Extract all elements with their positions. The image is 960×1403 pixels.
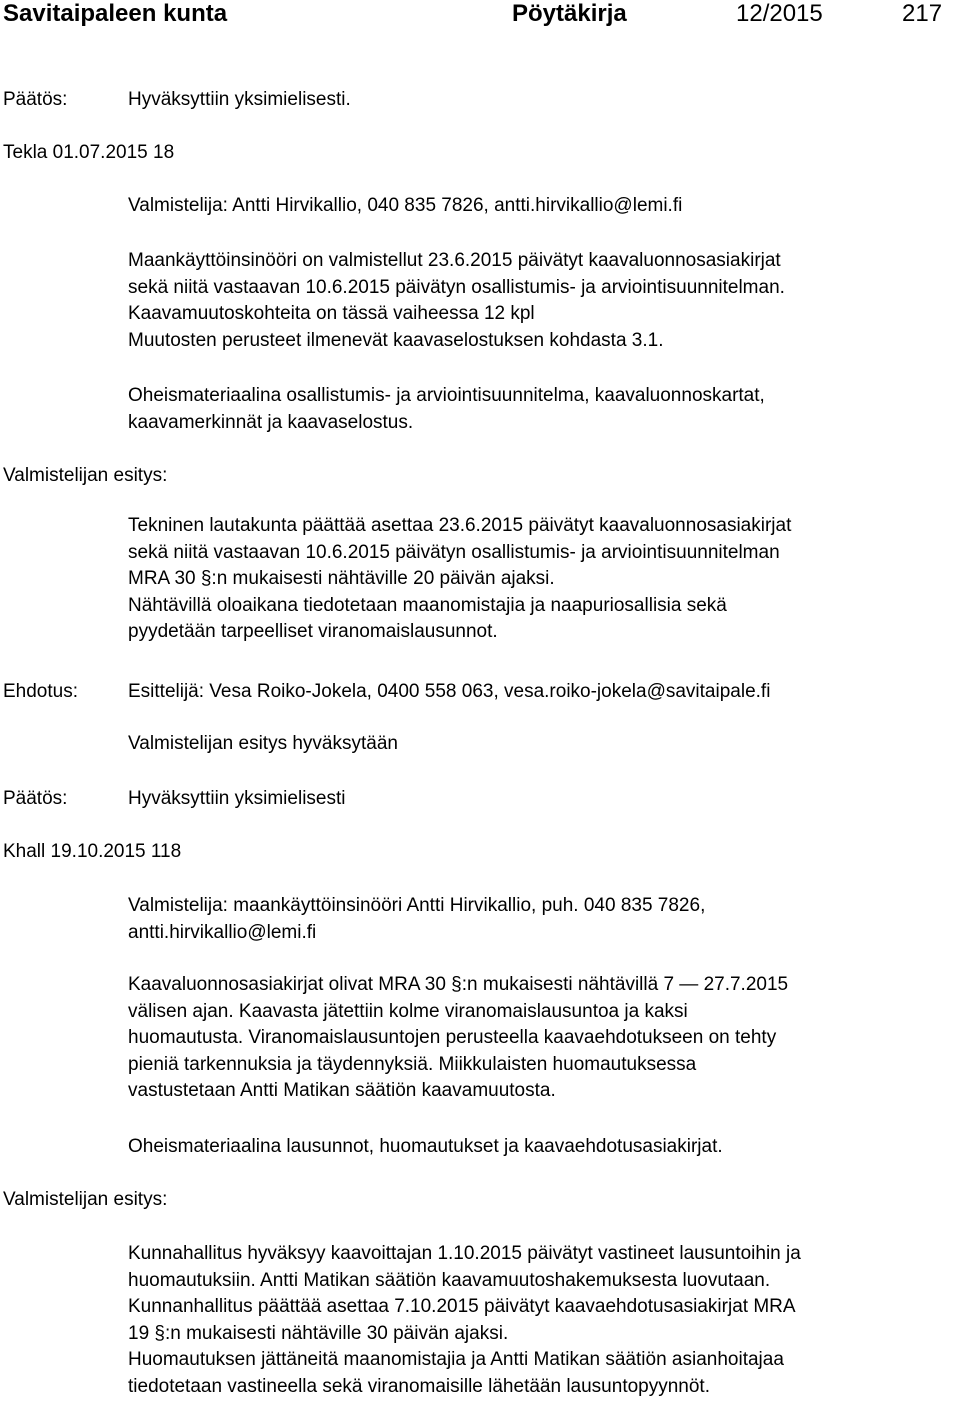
- status-paragraph: Kaavaluonnosasiakirjat olivat MRA 30 §:n mukaisesti nähtävillä 7 — 27.7.2015 välisen ajan. Kaavasta jätettiin kolme viranomaislausuntoa ja kaksi huomautusta. Viranomaislausuntojen perusteella kaavaehdotukseen on tehty pieniä tarkennuksia ja täydennyksiä. Miikkulaisten huomautuksessa vastustetaan Antti Matikan säätiön kaavamuutosta.: [128, 974, 789, 1101]
- decision-label: Päätös:: [3, 788, 68, 809]
- presenter-line: Esittelijä: Vesa Roiko-Jokela, 0400 558 063, vesa.roiko-jokela@savitaipale.fi: [128, 681, 771, 702]
- proposal-paragraph: Tekninen lautakunta päättää asettaa 23.6.2015 päivätyt kaavaluonnosasiakirjat sekä niitä vastaavan 10.6.2015 päivätyn osallistumis- ja arviointisuunnitelman MRA 30 §:n mukaisesti nähtäville 20 päivän ajaksi. Nähtävillä oloaikana tiedotetaan maanomistajia ja naapuriosallisia sekä pyydetään tarpeelliset viranomaislausunnot.: [128, 515, 792, 642]
- final-proposal-paragraph: Kunnahallitus hyväksyy kaavoittajan 1.10.2015 päivätyt vastineet lausuntoihin ja huomautuksiin. Antti Matikan säätiön kaavamuutoshakemuksesta luovutaan. Kunnanhallitus päättää asettaa 7.10.2015 päivätyt kaavaehdotusasiakirjat MRA 19 §:n mukaisesti nähtäville 30 päivän ajaksi. Huomautuksen jättäneitä maanomistajia ja Antti Matikan säätiön asianhoitajaa tiedotetaan vastineella sekä viranomaisille lähetään lausuntopyynnöt.: [128, 1243, 801, 1397]
- preparer-proposal-label: Valmistelijan esitys:: [3, 1189, 168, 1210]
- document-type: Pöytäkirja: [512, 0, 627, 27]
- meeting-reference: Tekla 01.07.2015 18: [3, 142, 175, 163]
- attachments-paragraph: Oheismateriaalina osallistumis- ja arviointisuunnitelma, kaavaluonnoskartat, kaavamerkinnät ja kaavaselostus.: [128, 385, 765, 433]
- proposal-accepted: Valmistelijan esitys hyväksytään: [128, 733, 398, 754]
- preparer-line: Valmistelija: Antti Hirvikallio, 040 835 7826, antti.hirvikallio@lemi.fi: [128, 195, 683, 216]
- decision-text: Hyväksyttiin yksimielisesti: [128, 788, 346, 809]
- decision-text: Hyväksyttiin yksimielisesti.: [128, 89, 351, 110]
- meeting-reference: Khall 19.10.2015 118: [3, 841, 182, 862]
- preparer-proposal-label: Valmistelijan esitys:: [3, 465, 168, 486]
- page-number: 217: [902, 0, 943, 27]
- decision-label: Päätös:: [3, 89, 68, 110]
- document-number: 12/2015: [736, 0, 823, 27]
- proposal-label: Ehdotus:: [3, 681, 78, 702]
- background-paragraph: Maankäyttöinsinööri on valmistellut 23.6.2015 päivätyt kaavaluonnosasiakirjat sekä niitä vastaavan 10.6.2015 päivätyn osallistumis- ja arviointisuunnitelman. Kaavamuutoskohteita on tässä vaiheessa 12 kpl Muutosten perusteet ilmenevät kaavaselostuksen kohdasta 3.1.: [128, 250, 785, 351]
- attachments-paragraph: Oheismateriaalina lausunnot, huomautukset ja kaavaehdotusasiakirjat.: [128, 1136, 723, 1157]
- preparer-paragraph: Valmistelija: maankäyttöinsinööri Antti Hirvikallio, puh. 040 835 7826, antti.hirvikallio@lemi.fi: [128, 895, 706, 943]
- municipality-name: Savitaipaleen kunta: [3, 0, 228, 27]
